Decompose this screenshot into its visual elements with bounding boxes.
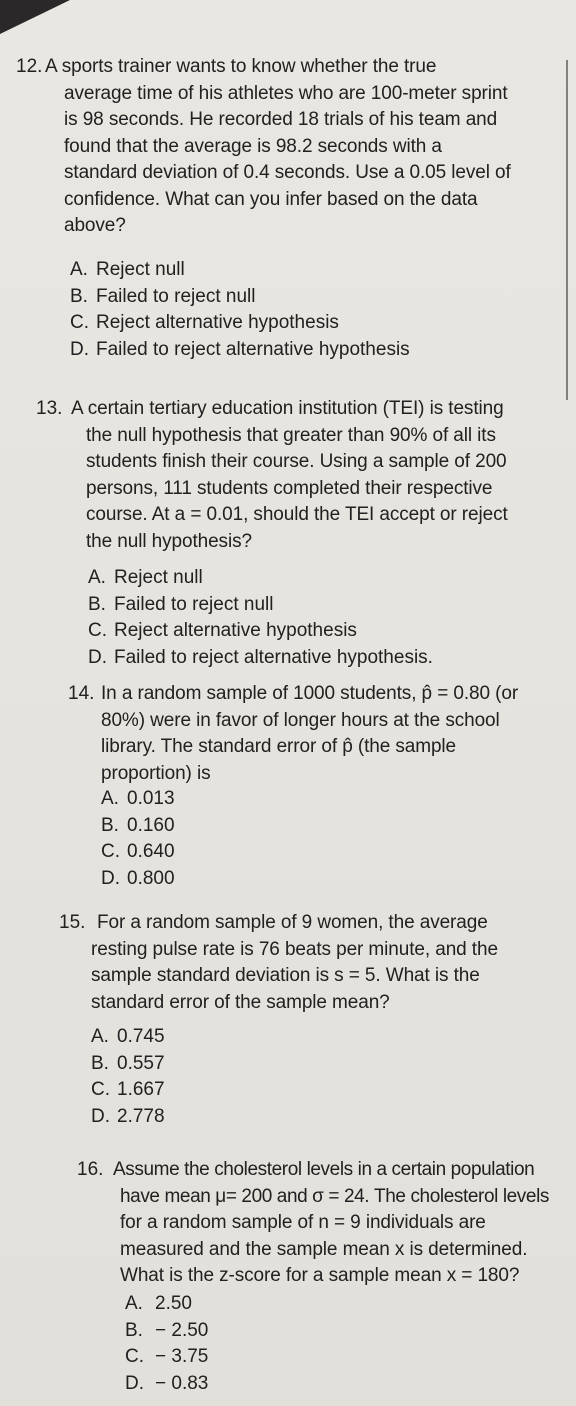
option-letter: D. xyxy=(101,867,120,889)
question-text xyxy=(91,910,498,1016)
question-line: In a random sample of 1000 students, p̂ = 0.80 (or xyxy=(101,683,519,704)
question-line: What is the z-score for a sample mean x = 180? xyxy=(120,1265,520,1286)
option-text: Failed to reject null xyxy=(114,593,274,615)
option-b[interactable] xyxy=(88,592,433,619)
option-c[interactable] xyxy=(70,310,410,337)
option-text: 0.800 xyxy=(127,867,175,889)
option-text: Failed to reject alternative hypothesis xyxy=(96,338,410,360)
question-text xyxy=(101,681,518,787)
option-text: − 2.50 xyxy=(155,1319,209,1341)
option-c[interactable] xyxy=(125,1344,208,1371)
option-letter: C. xyxy=(101,841,120,862)
option-letter: B. xyxy=(88,593,106,615)
option-a[interactable] xyxy=(101,786,175,813)
question-line: A certain tertiary education institution (TEI) is testing xyxy=(71,398,504,419)
question-number: 12. xyxy=(16,56,43,77)
option-letter: D. xyxy=(70,338,89,360)
question-line: students finish their course. Using a sample of 200 xyxy=(86,451,507,472)
page-corner-shadow xyxy=(0,0,70,34)
question-number: 16. xyxy=(77,1159,104,1180)
question-line: course. At a = 0.01, should the TEI accept or reject xyxy=(86,504,508,525)
option-a[interactable] xyxy=(91,1024,165,1051)
option-b[interactable] xyxy=(91,1051,165,1078)
option-text: Reject alternative hypothesis xyxy=(114,620,357,641)
option-text: 0.640 xyxy=(127,841,175,862)
option-letter: C. xyxy=(70,312,89,333)
answer-options xyxy=(101,786,175,892)
question-line: have mean μ= 200 and σ = 24. The cholesterol levels xyxy=(120,1185,549,1207)
option-b[interactable] xyxy=(125,1318,208,1345)
question-number: 14. xyxy=(68,683,95,704)
question-line: library. The standard error of p̂ (the sample xyxy=(101,736,457,757)
question-line: For a random sample of 9 women, the average xyxy=(97,912,488,933)
option-d[interactable] xyxy=(88,645,433,672)
option-a[interactable] xyxy=(125,1291,208,1318)
option-letter: B. xyxy=(70,285,88,307)
answer-options xyxy=(125,1291,208,1397)
option-text: − 0.83 xyxy=(155,1372,209,1394)
question-line: found that the average is 98.2 seconds with a xyxy=(64,135,442,157)
option-letter: A. xyxy=(88,567,106,588)
option-text: 0.160 xyxy=(127,814,175,836)
option-text: 0.557 xyxy=(117,1052,165,1074)
option-text: 0.745 xyxy=(117,1026,165,1047)
answer-options xyxy=(70,257,410,363)
question-text xyxy=(113,1157,549,1290)
option-text: Failed to reject null xyxy=(96,285,256,307)
option-letter: C. xyxy=(125,1346,144,1367)
question-number: 13. xyxy=(36,398,63,419)
option-letter: C. xyxy=(88,620,107,641)
option-text: Reject alternative hypothesis xyxy=(96,312,339,333)
option-letter: B. xyxy=(101,814,119,836)
question-line: 80%) were in favor of longer hours at the school xyxy=(101,709,500,731)
question-line: for a random sample of n = 9 individuals are xyxy=(120,1212,486,1233)
question-line: proportion) is xyxy=(101,762,211,784)
question-line: above? xyxy=(64,215,126,236)
question-line: average time of his athletes who are 100-meter sprint xyxy=(64,82,508,104)
question-line: persons, 111 students completed their respective xyxy=(86,477,493,499)
option-letter: A. xyxy=(101,788,119,809)
option-d[interactable] xyxy=(125,1371,208,1398)
question-line: standard error of the sample mean? xyxy=(91,991,390,1013)
option-letter: D. xyxy=(91,1105,110,1127)
option-text: 2.50 xyxy=(155,1293,192,1314)
question-line: sample standard deviation is s = 5. What is the xyxy=(91,965,480,986)
option-c[interactable] xyxy=(91,1077,165,1104)
question-line: the null hypothesis that greater than 90% of all its xyxy=(86,424,496,446)
option-letter: C. xyxy=(91,1079,110,1100)
option-letter: A. xyxy=(70,259,88,280)
question-line: Assume the cholesterol levels in a certain population xyxy=(113,1159,535,1180)
option-text: Reject null xyxy=(96,259,185,280)
option-letter: D. xyxy=(88,646,107,668)
question-line: standard deviation of 0.4 seconds. Use a 0.05 level of xyxy=(64,162,511,183)
question-line: A sports trainer wants to know whether the true xyxy=(45,56,437,77)
option-c[interactable] xyxy=(101,839,175,866)
option-d[interactable] xyxy=(91,1104,165,1131)
question-line: confidence. What can you infer based on the data xyxy=(64,188,478,210)
option-c[interactable] xyxy=(88,618,433,645)
question-line: is 98 seconds. He recorded 18 trials of his team and xyxy=(64,109,498,130)
option-letter: D. xyxy=(125,1372,144,1394)
option-letter: A. xyxy=(91,1026,109,1047)
option-text: Failed to reject alternative hypothesis. xyxy=(114,646,433,668)
question-line: the null hypothesis? xyxy=(86,530,252,552)
option-text: 2.778 xyxy=(117,1105,165,1127)
option-text: − 3.75 xyxy=(155,1346,209,1367)
option-d[interactable] xyxy=(101,866,175,893)
option-b[interactable] xyxy=(101,813,175,840)
option-letter: B. xyxy=(91,1052,109,1074)
option-letter: A. xyxy=(125,1293,143,1314)
answer-options xyxy=(88,565,433,671)
option-text: 0.013 xyxy=(127,788,175,809)
option-a[interactable] xyxy=(88,565,433,592)
answer-options xyxy=(91,1024,165,1130)
question-line: measured and the sample mean x is determined. xyxy=(120,1238,528,1260)
option-text: Reject null xyxy=(114,567,203,588)
question-line: resting pulse rate is 76 beats per minute, and the xyxy=(91,938,498,960)
option-a[interactable] xyxy=(70,257,410,284)
question-text xyxy=(71,396,508,555)
question-text xyxy=(45,54,511,240)
option-text: 1.667 xyxy=(117,1079,165,1100)
question-number: 15. xyxy=(59,912,86,933)
option-b[interactable] xyxy=(70,284,410,311)
option-letter: B. xyxy=(125,1319,143,1341)
margin-rule xyxy=(566,60,568,400)
option-d[interactable] xyxy=(70,337,410,364)
